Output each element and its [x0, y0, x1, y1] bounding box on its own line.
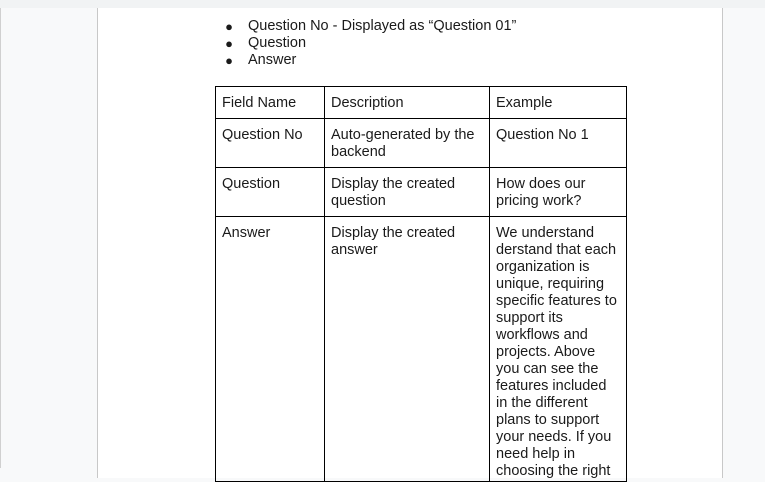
table-header-row	[216, 87, 627, 119]
bullet-text: Answer	[248, 52, 297, 68]
bullet-text: Question	[248, 35, 307, 51]
bullet-item-question	[222, 35, 516, 52]
cell-example-text: We understand derstand that each organization is unique, requiring specific features to support its workflows and projects. Above you can see the features included in the different plans to support your needs. If you need help in choosing the right	[496, 225, 617, 479]
bullet-list	[222, 18, 516, 69]
table-row	[216, 168, 627, 217]
table-row	[216, 217, 627, 482]
bullet-text: Question No - Displayed as “Question 01”	[248, 18, 517, 34]
bullet-dot-icon: ●	[225, 19, 233, 34]
cell-example	[490, 217, 627, 482]
cell-field-name: Question	[216, 168, 325, 217]
left-margin-rule	[0, 8, 1, 468]
bullet-dot-icon: ●	[225, 53, 233, 68]
bullet-item-answer	[222, 52, 516, 69]
top-band	[0, 0, 765, 8]
cell-description: Auto-generated by the backend	[325, 119, 490, 168]
bullet-item-question-no	[222, 18, 516, 35]
header-field-name: Field Name	[216, 87, 325, 119]
cell-example: Question No 1	[490, 119, 627, 168]
header-example: Example	[490, 87, 627, 119]
cell-description: Display the created question	[325, 168, 490, 217]
cell-field-name: Question No	[216, 119, 325, 168]
bullet-dot-icon: ●	[225, 36, 233, 51]
table-row	[216, 119, 627, 168]
cell-example: How does our pricing work?	[490, 168, 627, 217]
header-description: Description	[325, 87, 490, 119]
cell-field-name: Answer	[216, 217, 325, 482]
cell-description: Display the created answer	[325, 217, 490, 482]
field-spec-table	[215, 86, 627, 482]
